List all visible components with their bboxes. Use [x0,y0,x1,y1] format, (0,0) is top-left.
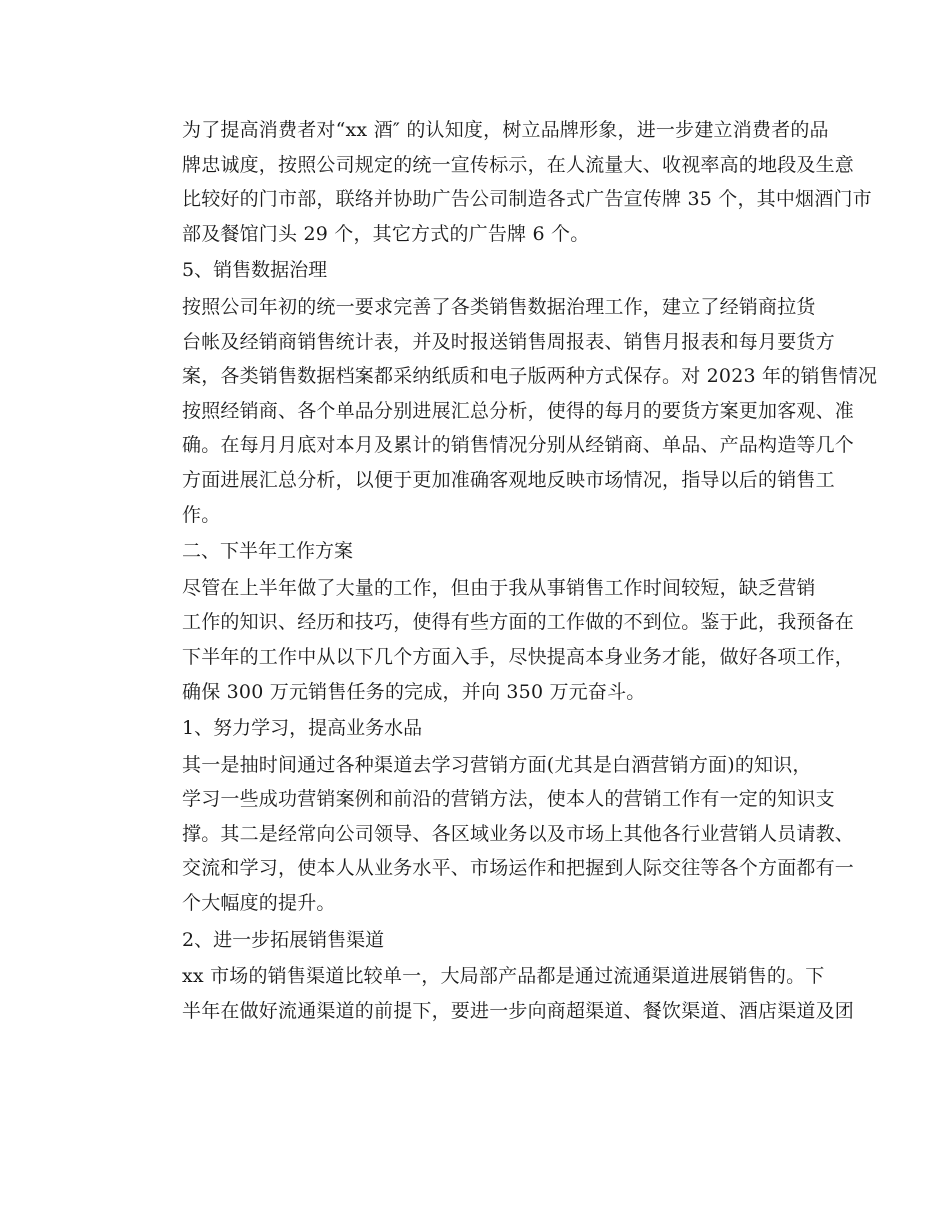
paragraph-line: 尽管在上半年做了大量的工作，但由于我从事销售工作时间较短，缺乏营销 [182,576,816,599]
body-paragraph [145,748,855,921]
paragraph-line: 部及餐馆门头 29 个，其它方式的广告牌 6 个。 [182,222,590,245]
paragraph-line: 确。在每月月底对本月及累计的销售情况分别从经销商、单品、产品构造等几个 [182,434,855,457]
paragraph-line: 撑。其二是经常向公司领导、各区域业务以及市场上其他各行业营销人员请教、 [182,822,855,845]
paragraph-line: 学习一些成功营销案例和前沿的营销方法，使本人的营销工作有一定的知识支 [182,788,835,811]
body-paragraph [145,571,855,709]
paragraph-line: 按照经销商、各个单品分别进展汇总分析，使得的每月的要货方案更加客观、准 [182,399,855,422]
paragraph-line: 牌忠诚度，按照公司规定的统一宣传标示，在人流量大、收视率高的地段及生意 [182,153,855,176]
paragraph-line: 方面进展汇总分析，以便于更加准确客观地反映市场情况，指导以后的销售工 [182,468,835,491]
paragraph-line: 比较好的门市部，联络并协助广告公司制造各式广告宣传牌 35 个，其中烟酒门市 [182,188,872,211]
paragraph-line: 作。 [182,503,221,526]
section-heading: 二、下半年工作方案 [182,540,354,563]
paragraph-line: 下半年的工作中从以下几个方面入手，尽快提高本身业务才能，做好各项工作， [182,645,855,668]
paragraph-line: 为了提高消费者对“xx 酒″ 的认知度，树立品牌形象，进一步建立消费者的品 [182,119,829,141]
paragraph-line: 案，各类销售数据档案都采纳纸质和电子版两种方式保存。对 2023 年的销售情况 [182,365,878,388]
paragraph-line: 台帐及经销商销售统计表，并及时报送销售周报表、销售月报表和每月要货方 [182,330,835,353]
document-page [145,113,878,1030]
paragraph-line: 按照公司年初的统一要求完善了各类销售数据治理工作，建立了经销商拉货 [182,295,816,318]
paragraph-line: 其一是抽时间通过各种渠道去学习营销方面(尤其是白酒营销方面)的知识， [182,753,812,776]
section-heading: 2、进一步拓展销售渠道 [182,928,385,951]
paragraph-line: 工作的知识、经历和技巧，使得有些方面的工作做的不到位。鉴于此，我预备在 [182,611,855,634]
body-paragraph [145,959,855,1028]
paragraph-line: 确保 300 万元销售任务的完成，并向 350 万元奋斗。 [182,680,646,703]
body-paragraph [145,113,872,251]
paragraph-line: 个大幅度的提升。 [182,892,336,915]
paragraph-line: xx 市场的销售渠道比较单一，大局部产品都是通过流通渠道进展销售的。下 [182,965,825,988]
body-paragraph [145,290,878,532]
section-heading: 5、销售数据治理 [182,259,328,282]
paragraph-line: 交流和学习，使本人从业务水平、市场运作和把握到人际交往等各个方面都有一 [182,857,855,880]
paragraph-line: 半年在做好流通渠道的前提下，要进一步向商超渠道、餐饮渠道、酒店渠道及团 [182,999,855,1022]
section-heading: 1、努力学习，提高业务水品 [182,717,423,740]
document-body [145,113,878,1028]
